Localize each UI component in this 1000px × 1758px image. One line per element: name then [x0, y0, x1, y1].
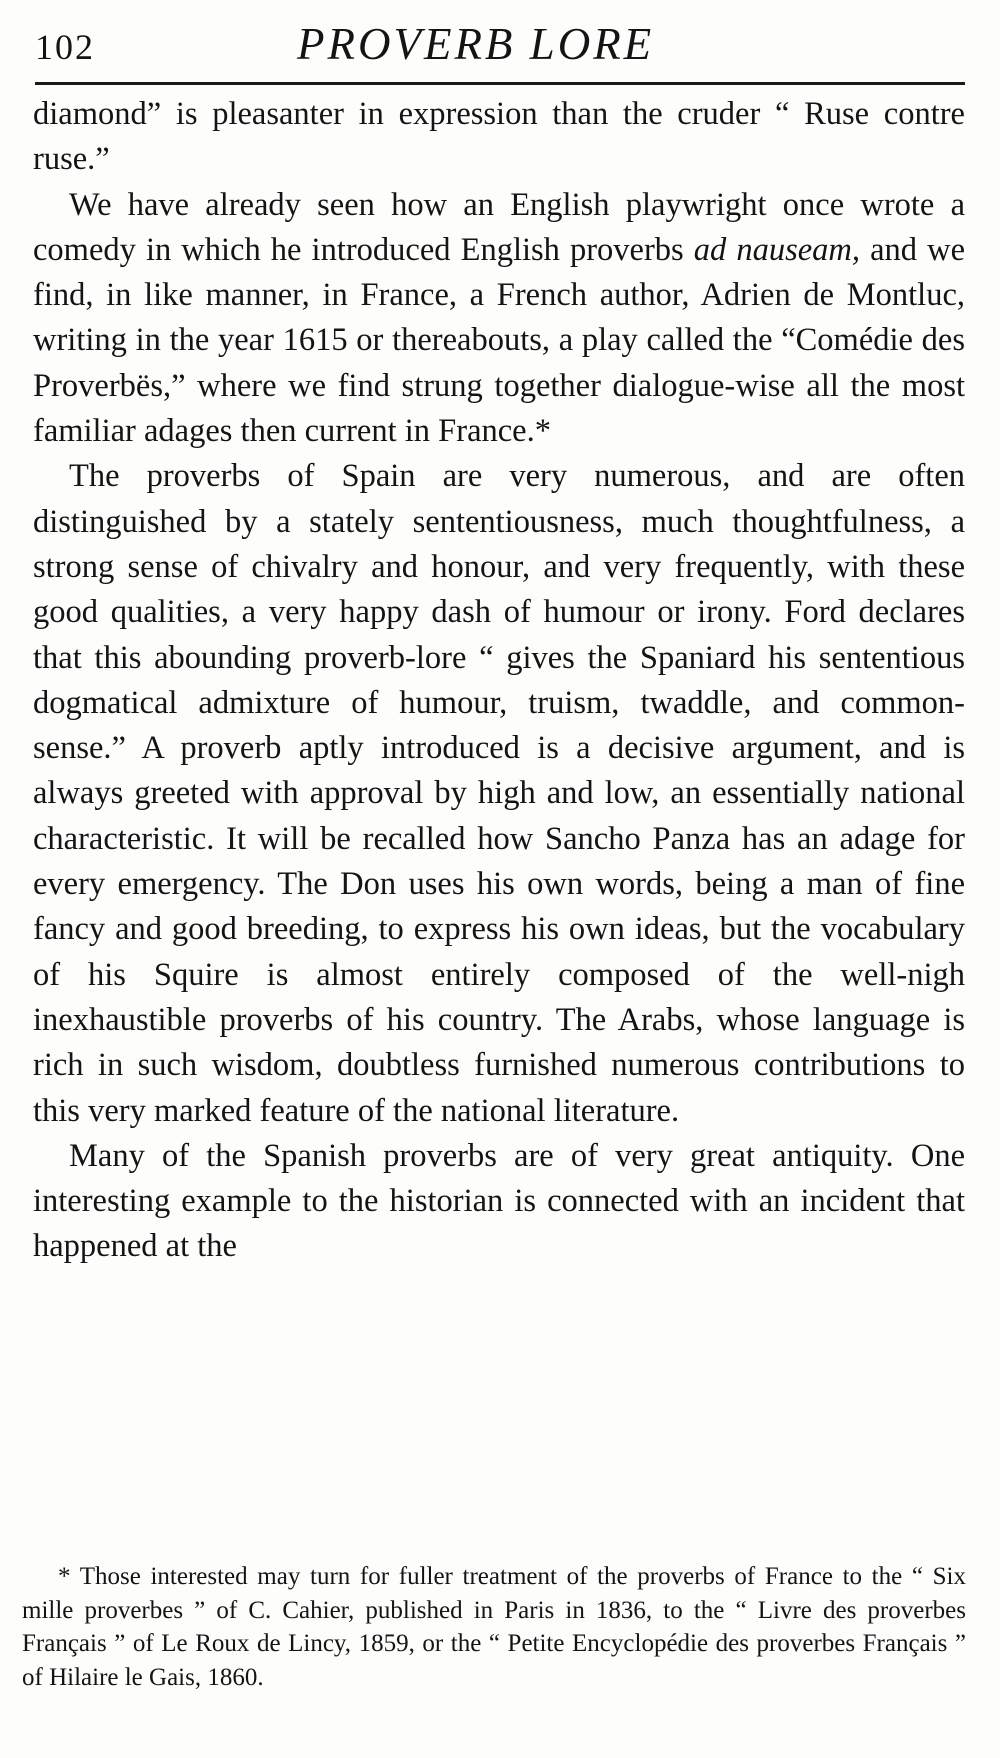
footnote-marker: *	[58, 1563, 71, 1590]
footnote-text: Those interested may turn for fuller treatment of the proverbs of France to the “ Six mille proverbes ” of C. Cahier, published in Paris in 1836, to the “ Livre des proverbes Français ” of Le Roux de Lincy, 1859, or the “ Petite Encyclopédie des proverbes Français ” of Hilaire le Gais, 1860.	[22, 1563, 966, 1691]
body-text	[33, 92, 965, 1270]
paragraph-playwright	[33, 183, 965, 455]
paragraph-continuation: diamond” is pleasanter in expression than the cruder “ Ruse contre ruse.”	[33, 96, 965, 178]
page-header	[35, 18, 965, 84]
running-title: PROVERB LORE	[297, 19, 655, 69]
footnote	[22, 1560, 966, 1694]
paragraph-text: We have already seen how an English playwright once wrote a comedy in which he introduced English proverbs	[33, 186, 965, 268]
paragraph-spain: The proverbs of Spain are very numerous, and are often distinguished by a stately sententiousness, much thoughtfulness, a strong sense of chivalry and honour, and very frequently, with these good qualities, a very happy dash of humour or irony. Ford declares that this abounding proverb-lore “ gives the Spaniard his sententious dogmatical admixture of humour, truism, twaddle, and common-sense.” A proverb aptly introduced is a decisive argument, and is always greeted with approval by high and low, an essentially national characteristic. It will be recalled how Sancho Panza has an adage for every emergency. The Don uses his own words, being a man of fine fancy and good breeding, to express his own ideas, but the vocabulary of his Squire is almost entirely composed of the well-nigh inexhaustible proverbs of his country. The Arabs, whose language is rich in such wisdom, doubtless furnished numerous contributions to this very marked feature of the national literature.	[33, 458, 965, 1129]
italic-phrase: ad nauseam,	[693, 231, 861, 268]
paragraph-antiquity: Many of the Spanish proverbs are of very great antiquity. One interesting example to the historian is connected with an incident that happened at the	[33, 1137, 965, 1265]
paragraph-text: and we find, in like manner, in France, a French author, Adrien de Montluc, writing in the year 1615 or thereabouts, a play called the “Comédie des Proverbës,” where we find strung together dialogue-wise all the most familiar adages then current in France.*	[33, 231, 965, 450]
header-rule	[35, 82, 965, 85]
page-number: 102	[35, 27, 95, 67]
footnote-body	[22, 1560, 966, 1694]
